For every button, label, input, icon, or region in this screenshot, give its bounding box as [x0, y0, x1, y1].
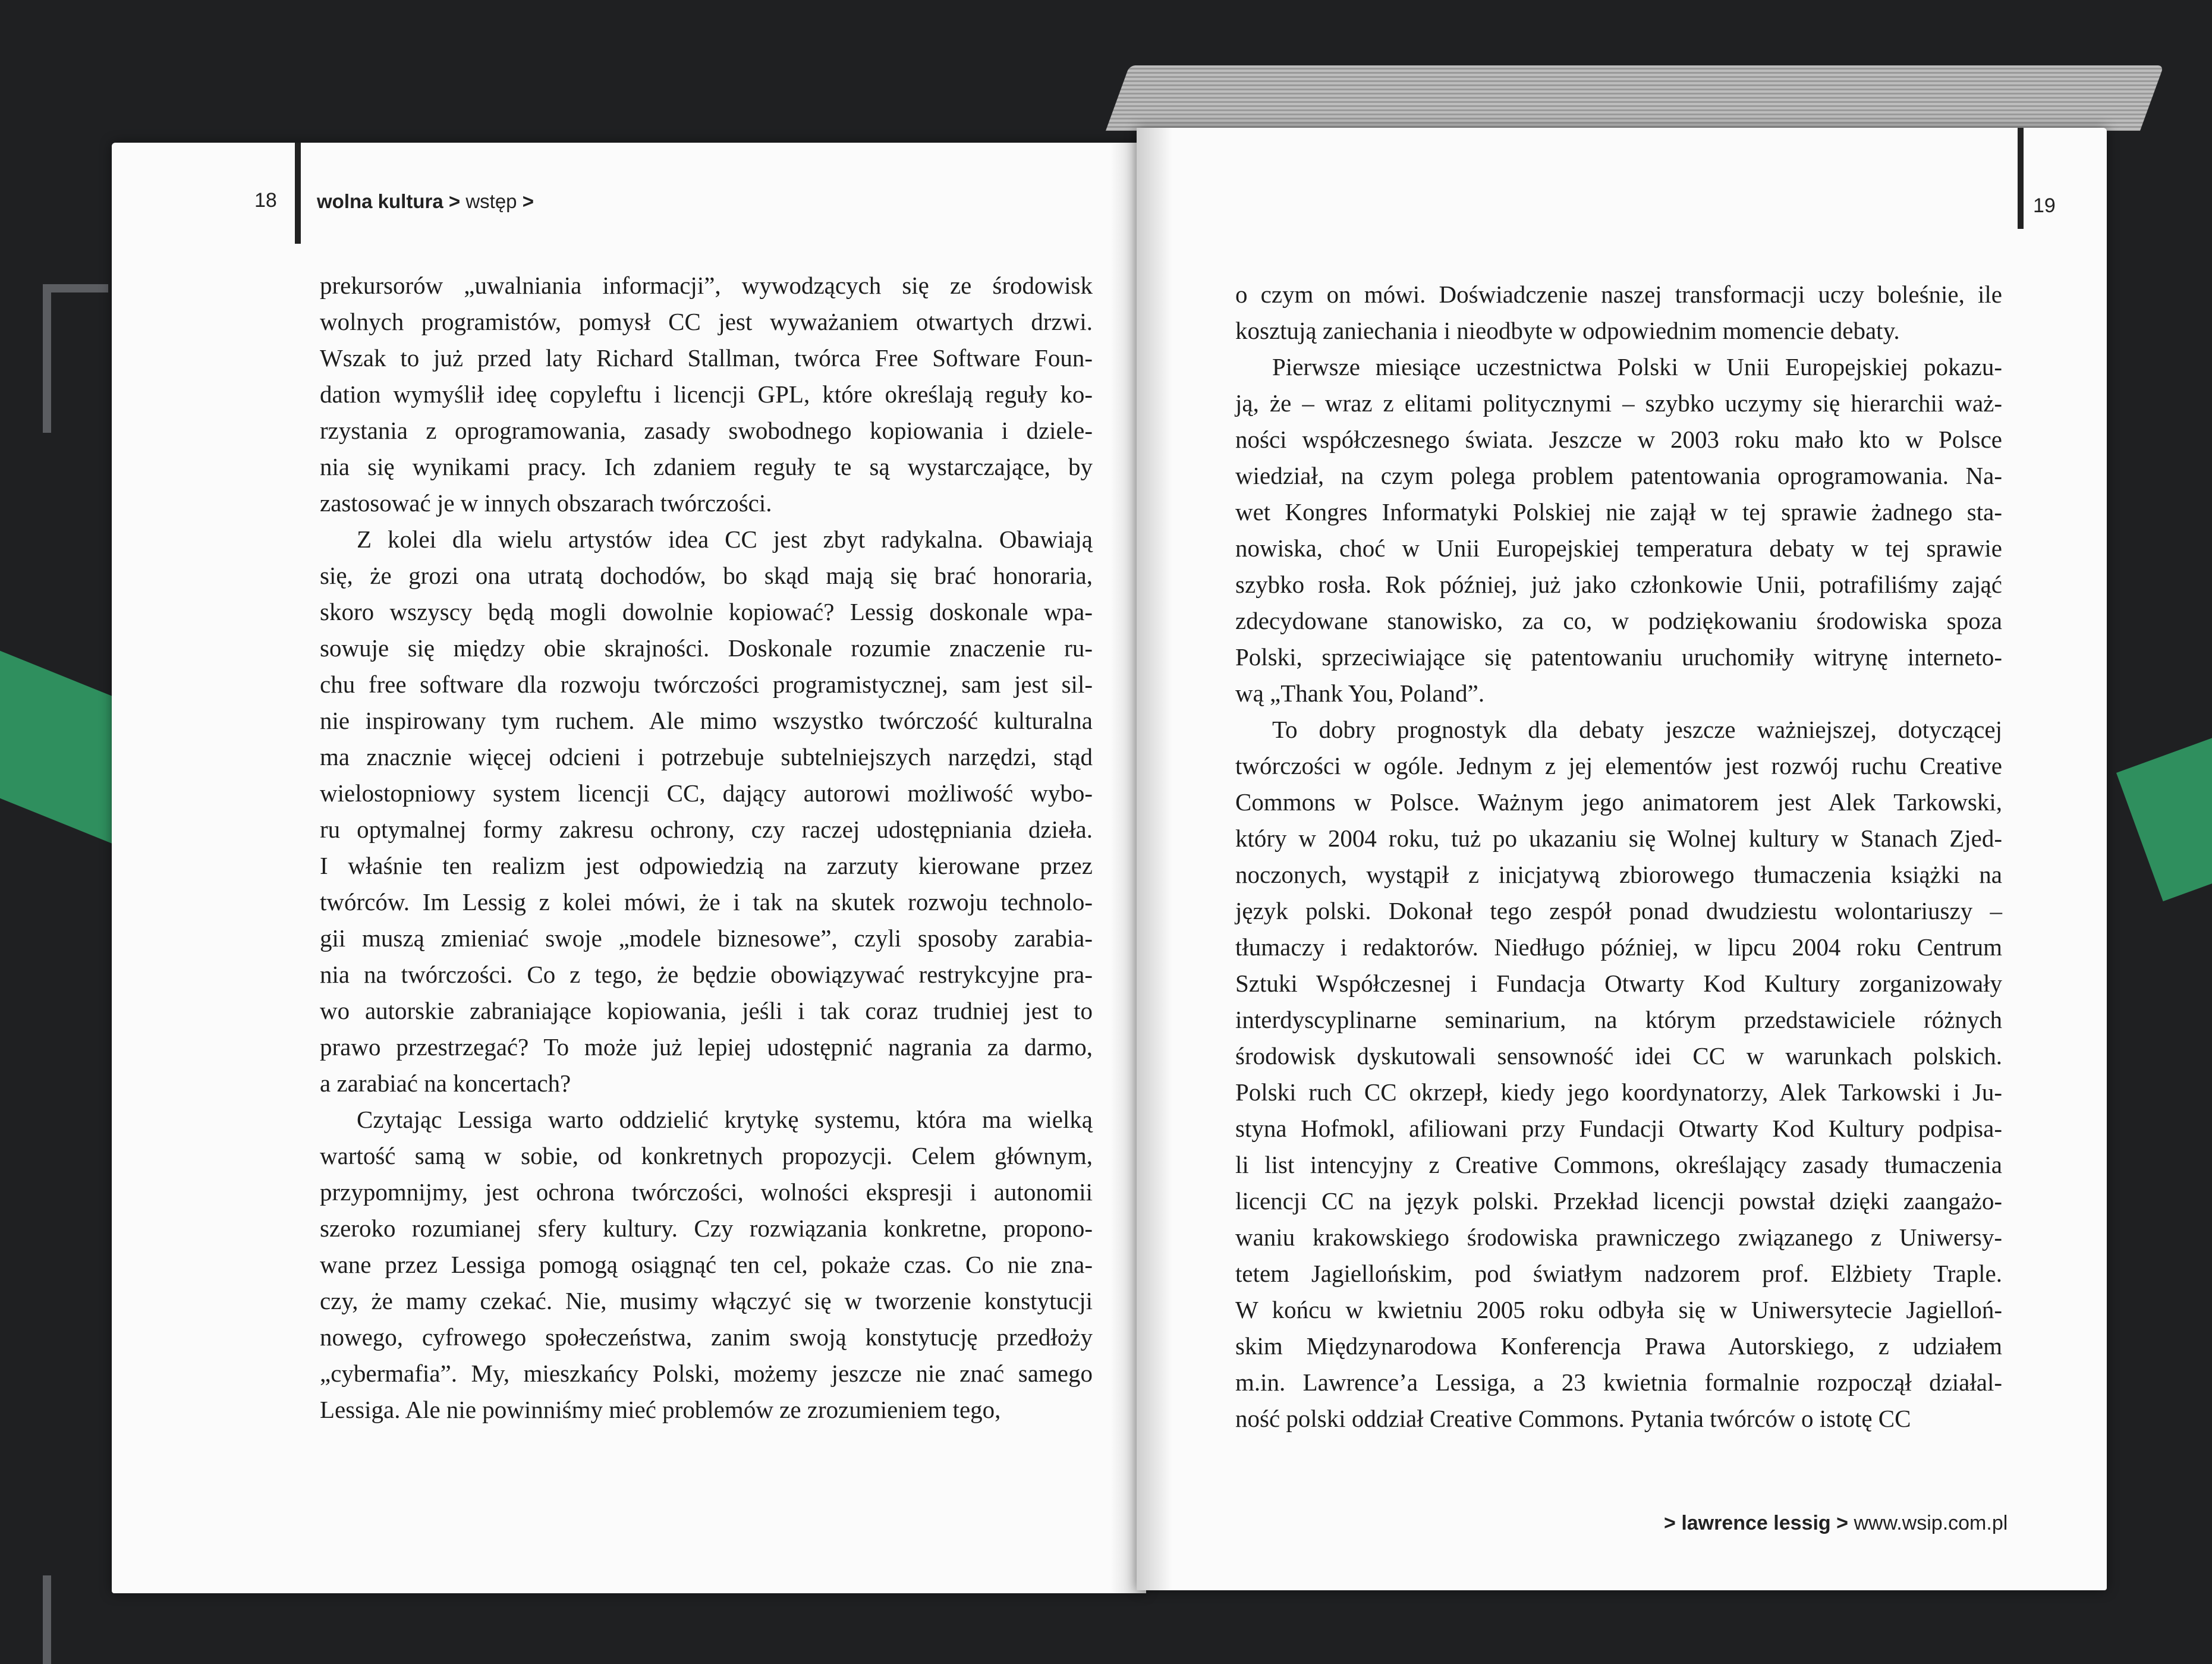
text-line: Wszak to już przed laty Richard Stallman, twórca Free Software Foun-	[320, 344, 1093, 372]
left-page	[112, 143, 1146, 1593]
text-line: prawo przestrzegać? To może już lepiej udostępnić nagrania za darmo,	[320, 1033, 1093, 1061]
text-line: sowuje się między obie skrajności. Doskonale rozumie znaczenie ru-	[320, 634, 1093, 662]
text-line: środowisk dyskutowali sensowność idei CC w warunkach polskich.	[1235, 1042, 2002, 1070]
running-head	[317, 190, 534, 213]
text-line: chu free software dla rozwoju twórczości programistycznej, sam jest sil-	[320, 671, 1093, 698]
text-line: Czytając Lessiga warto oddzielić krytykę systemu, która ma wielką	[357, 1106, 1093, 1133]
corner-bracket-side	[43, 284, 51, 433]
right-page-number: 19	[2033, 194, 2056, 217]
text-line: skim Międzynarodowa Konferencja Prawa Autorskiego, z udziałem	[1235, 1332, 2002, 1360]
text-line: prekursorów „uwalniania informacji”, wywodzących się ze środowisk	[320, 272, 1093, 299]
text-line: nie inspirowany tym ruchem. Ale mimo wszystko twórczość kulturalna	[320, 707, 1093, 734]
text-line: kosztują zaniechania i nieodbyte w odpowiednim momencie debaty.	[1235, 317, 1900, 344]
text-line: przypomnijmy, jest ochrona twórczości, wolności ekspresji i autonomii	[320, 1178, 1093, 1206]
text-line: wo autorskie zabraniające kopiowania, jeśli i tak coraz trudniej jest to	[320, 997, 1093, 1024]
text-line: wą „Thank You, Poland”.	[1235, 680, 1485, 707]
running-head-separator: >	[522, 190, 534, 212]
text-line: ność polski oddział Creative Commons. Pytania twórców o istotę CC	[1235, 1405, 1911, 1432]
text-line: nowiska, choć w Unii Europejskiej temperatura debaty w tej sprawie	[1235, 534, 2002, 562]
footer-author: lawrence lessig	[1681, 1512, 1831, 1534]
text-line: Pierwsze miesiące uczestnictwa Polski w Unii Europejskiej pokazu-	[1272, 353, 2002, 380]
footer-url: www.wsip.com.pl	[1854, 1512, 2008, 1534]
text-line: nia się wynikami pracy. Ich zdaniem reguły te są wystarczające, by	[320, 453, 1093, 480]
text-line: zastosować je w innych obszarach twórczości.	[320, 489, 772, 517]
footer-separator: >	[1836, 1512, 1848, 1534]
text-line: ma znacznie więcej odcieni i potrzebuje subtelniejszych narzędzi, stąd	[320, 743, 1093, 770]
left-page-body	[320, 268, 1093, 1428]
text-line: m.in. Lawrence’a Lessiga, a 23 kwietnia formalnie rozpoczął działal-	[1235, 1369, 2002, 1396]
text-line: W końcu w kwietniu 2005 roku odbyła się w Uniwersytecie Jagielloń-	[1235, 1296, 2002, 1323]
text-line: gii muszą zmieniać swoje „modele biznesowe”, czyli sposoby zarabia-	[320, 924, 1093, 952]
text-line: język polski. Dokonał tego zespół ponad dwudziestu wolontariuszy –	[1235, 897, 2002, 924]
text-line: o czym on mówi. Doświadczenie naszej transformacji uczy boleśnie, ile	[1235, 281, 2002, 308]
text-line: I właśnie ten realizm jest odpowiedzią na zarzuty kierowane przez	[320, 852, 1093, 879]
text-line: zdecydowane stanowisko, za co, w podziękowaniu środowiska spoza	[1235, 607, 2002, 634]
text-line: wartość samą w sobie, od konkretnych propozycji. Celem głównym,	[320, 1142, 1093, 1169]
text-line: wane przez Lessiga pomogą osiągnąć ten cel, pokaże czas. Co nie zna-	[320, 1251, 1093, 1278]
text-line: tetem Jagiellońskim, pod światłym nadzorem prof. Elżbiety Traple.	[1235, 1260, 2002, 1287]
right-page	[1137, 128, 2107, 1590]
text-line: Lessiga. Ale nie powinniśmy mieć problemów ze zrozumieniem tego,	[320, 1396, 1001, 1423]
text-line: nia na twórczości. Co z tego, że będzie obowiązywać restrykcyjne pra-	[320, 961, 1093, 988]
book-page-edges	[1106, 65, 2164, 131]
footer-separator: >	[1664, 1512, 1676, 1534]
text-line: nowego, cyfrowego społeczeństwa, zanim swoją konstytucję przedłoży	[320, 1323, 1093, 1351]
text-line: waniu krakowskiego środowiska prawniczego związanego z Uniwersy-	[1235, 1223, 2002, 1251]
text-line: dation wymyślił ideę copyleftu i licencji GPL, które określają reguły ko-	[320, 380, 1093, 408]
text-line: twórczości w ogóle. Jednym z jej elementów jest rozwój ruchu Creative	[1235, 752, 2002, 779]
text-line: się, że grozi ona utratą dochodów, bo skąd mają się brać honoraria,	[320, 562, 1093, 589]
text-line: a zarabiać na koncertach?	[320, 1070, 571, 1097]
text-line: Z kolei dla wielu artystów idea CC jest zbyt radykalna. Obawiają	[357, 526, 1093, 553]
text-line: styna Hofmokl, afiliowani przy Fundacji Otwarty Kod Kultury podpisa-	[1235, 1115, 2002, 1142]
text-line: noczonych, wystąpił z inicjatywą zbiorowego tłumaczenia książki na	[1235, 861, 2002, 888]
running-head-separator: >	[448, 190, 461, 212]
text-line: „cybermafia”. My, mieszkańcy Polski, możemy jeszcze nie znać samego	[320, 1360, 1093, 1387]
text-line: Sztuki Współczesnej i Fundacja Otwarty Kod Kultury zorganizowały	[1235, 970, 2002, 997]
text-line: Polski, sprzeciwiające się patentowaniu uruchomiły witrynę interneto-	[1235, 643, 2002, 671]
text-line: Polski ruch CC okrzepł, kiedy jego koordynatorzy, Alek Tarkowski i Ju-	[1235, 1078, 2002, 1106]
text-line: szybko rosła. Rok później, już jako członkowie Unii, potrafiliśmy zająć	[1235, 571, 2002, 598]
left-page-number: 18	[254, 189, 277, 212]
text-line: czy, że mamy czekać. Nie, musimy włączyć się w tworzenie konstytucji	[320, 1287, 1093, 1314]
text-line: tłumaczy i redaktorów. Niedługo później, w lipcu 2004 roku Centrum	[1235, 933, 2002, 961]
text-line: Commons w Polsce. Ważnym jego animatorem jest Alek Tarkowski,	[1235, 788, 2002, 816]
running-head-section: wstęp	[465, 190, 517, 212]
text-line: ją, że – wraz z elitami politycznymi – szybko uczymy się hierarchii waż-	[1235, 389, 2002, 417]
text-line: ności współczesnego świata. Jeszcze w 2003 roku mało kto w Polsce	[1235, 426, 2002, 453]
text-line: rzystania z oprogramowania, zasady swobodnego kopiowania i dziele-	[320, 417, 1093, 444]
right-page-gutter-shadow	[1137, 128, 1172, 1590]
text-line: wolnych programistów, pomysł CC jest wyważaniem otwartych drzwi.	[320, 308, 1093, 335]
text-line: li list intencyjny z Creative Commons, określający zasady tłumaczenia	[1235, 1151, 2002, 1178]
text-line: wielostopniowy system licencji CC, dający autorowi możliwość wybo-	[320, 779, 1093, 807]
right-page-body	[1235, 276, 2002, 1437]
right-page-marker	[2018, 128, 2024, 229]
green-stripe-right	[2116, 671, 2212, 901]
running-head-title: wolna kultura	[317, 190, 443, 212]
corner-bracket-bottom	[43, 1575, 51, 1664]
text-line: który w 2004 roku, tuż po ukazaniu się Wolnej kultury w Stanach Zjed-	[1235, 825, 2002, 852]
text-line: wet Kongres Informatyki Polskiej nie zajął w tej sprawie żadnego sta-	[1235, 498, 2002, 526]
corner-bracket-top	[43, 284, 108, 292]
page-footer	[1664, 1512, 2008, 1535]
text-line: To dobry prognostyk dla debaty jeszcze ważniejszej, dotyczącej	[1272, 716, 2002, 743]
text-line: licencji CC na język polski. Przekład licencji powstał dzięki zaangażo-	[1235, 1187, 2002, 1215]
text-line: interdyscyplinarne seminarium, na którym przedstawiciele różnych	[1235, 1006, 2002, 1033]
left-page-marker	[295, 143, 301, 244]
text-line: ru optymalnej formy zakresu ochrony, czy raczej udostępniania dzieła.	[320, 816, 1093, 843]
text-line: skoro wszyscy będą mogli dowolnie kopiować? Lessig doskonale wpa-	[320, 598, 1093, 625]
text-line: szeroko rozumianej sfery kultury. Czy rozwiązania konkretne, propono-	[320, 1215, 1093, 1242]
text-line: wiedział, na czym polega problem patentowania oprogramowania. Na-	[1235, 462, 2002, 489]
text-line: twórców. Im Lessig z kolei mówi, że i tak na skutek rozwoju technolo-	[320, 888, 1093, 916]
